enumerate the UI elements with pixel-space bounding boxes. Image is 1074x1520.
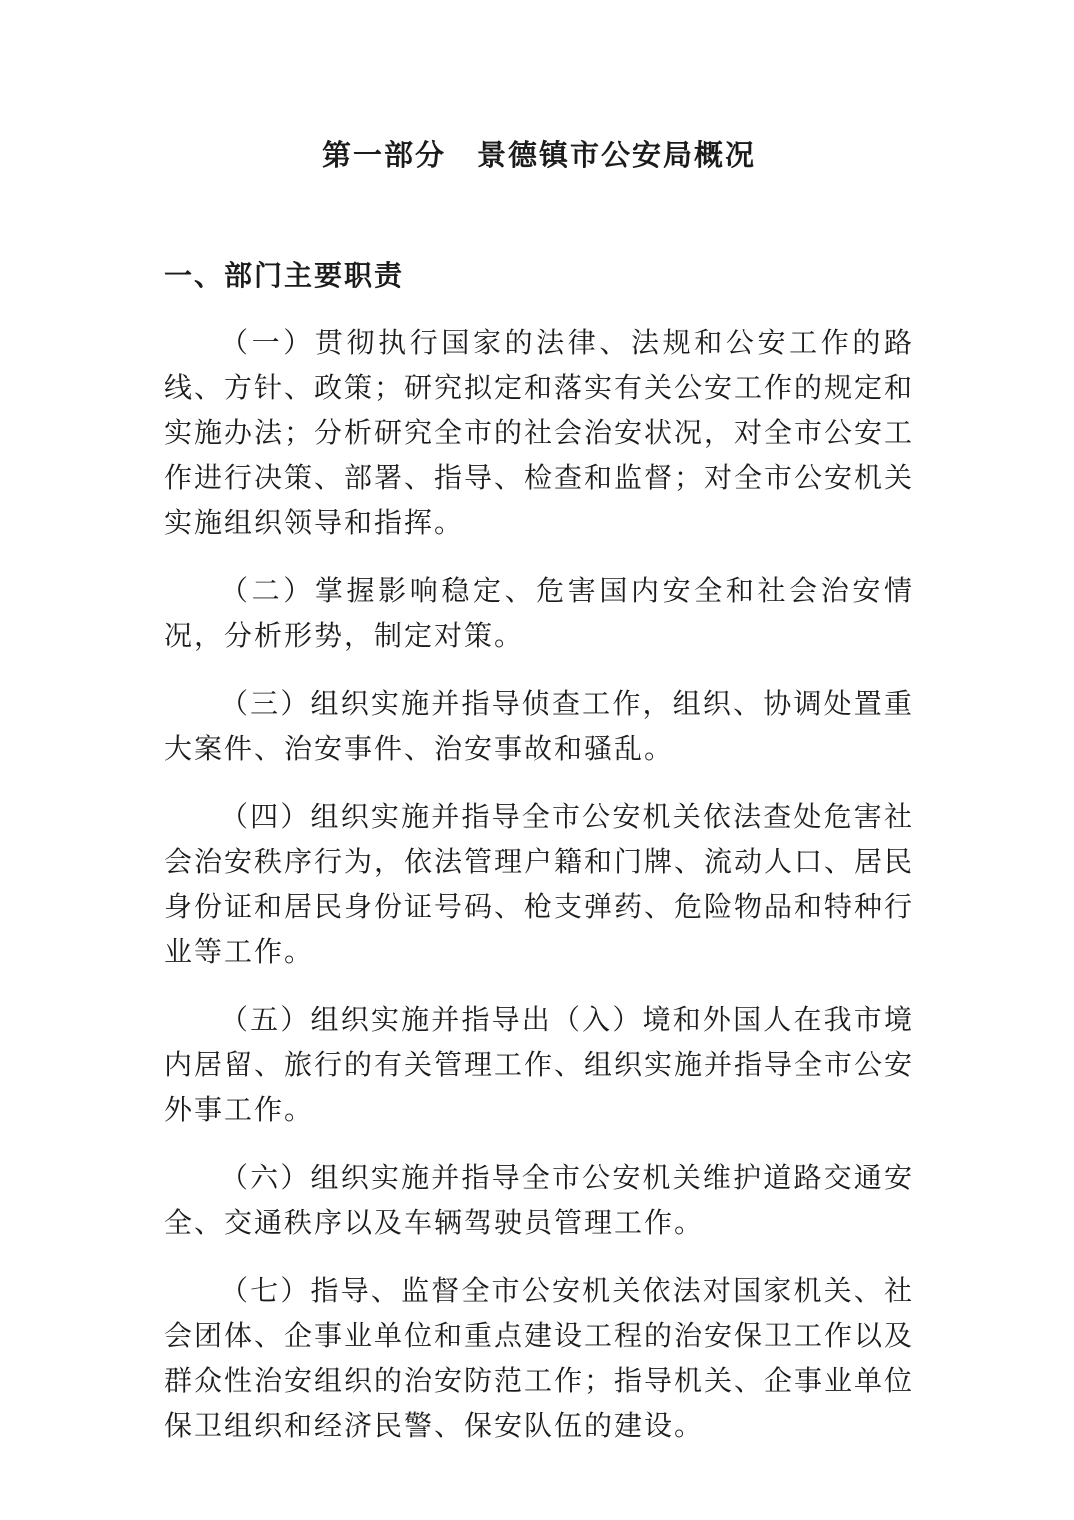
document-title: 第一部分 景德镇市公安局概况 bbox=[321, 140, 756, 172]
body-paragraph-3: （三）组织实施并指导侦查工作，组织、协调处置重大案件、治安事件、治安事故和骚乱。 bbox=[164, 689, 914, 765]
body-paragraph-1: （一）贯彻执行国家的法律、法规和公安工作的路线、方针、政策；研究拟定和落实有关公安工作的规定和实施办法；分析研究全市的社会治安状况，对全市公安工作进行决策、部署、指导、检查和监督；对全市公安机关实施组织领导和指挥。 bbox=[164, 328, 915, 539]
body-paragraph-2: （二）掌握影响稳定、危害国内安全和社会治安情况，分析形势，制定对策。 bbox=[164, 576, 914, 652]
body-paragraph-7: （七）指导、监督全市公安机关依法对国家机关、社会团体、企事业单位和重点建设工程的治安保卫工作以及群众性治安组织的治安防范工作；指导机关、企事业单位保卫组织和经济民警、保安队伍的建设。 bbox=[164, 1276, 915, 1442]
body-paragraph-6: （六）组织实施并指导全市公安机关维护道路交通安全、交通秩序以及车辆驾驶员管理工作。 bbox=[164, 1163, 914, 1239]
section-heading: 一、部门主要职责 bbox=[164, 260, 405, 291]
body-paragraph-4: （四）组织实施并指导全市公安机关依法查处危害社会治安秩序行为，依法管理户籍和门牌、流动人口、居民身份证和居民身份证号码、枪支弹药、危险物品和特种行业等工作。 bbox=[164, 802, 915, 968]
body-paragraph-5: （五）组织实施并指导出（入）境和外国人在我市境内居留、旅行的有关管理工作、组织实施并指导全市公安外事工作。 bbox=[164, 1005, 915, 1126]
